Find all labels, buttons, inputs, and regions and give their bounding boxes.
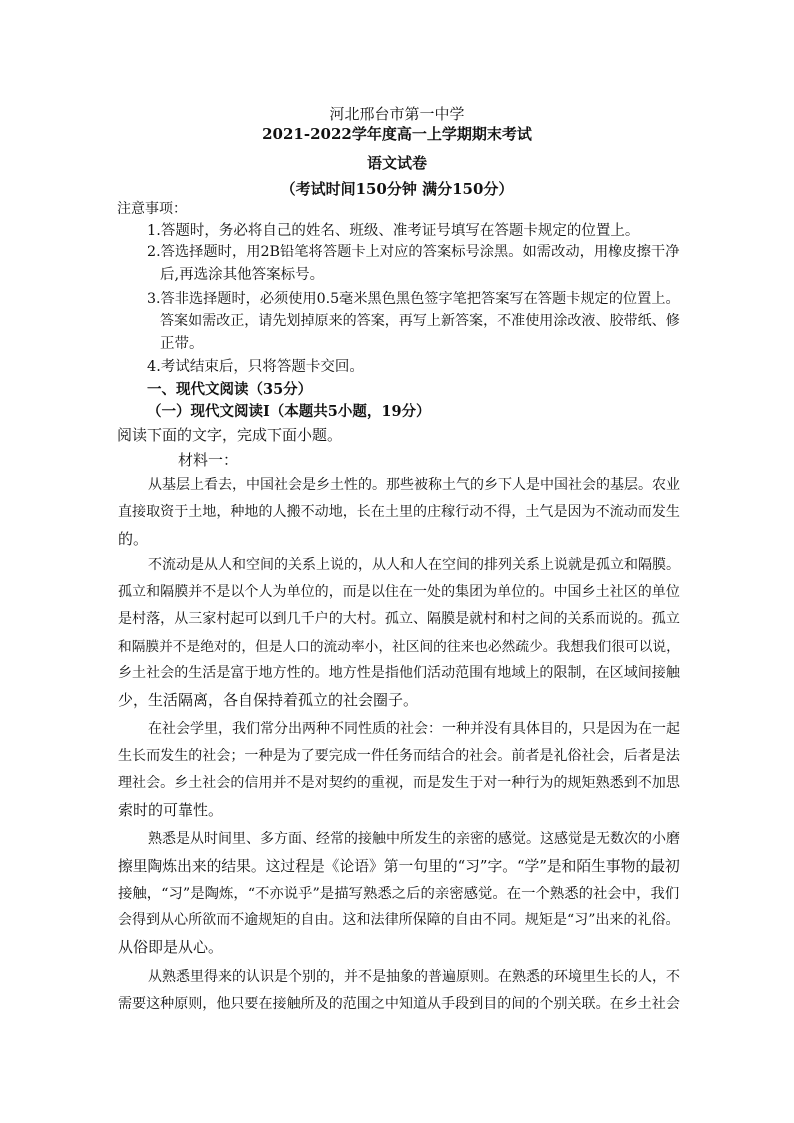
passage-line: 从基层上看去，中国社会是乡土性的。那些被称土气的乡下人是中国社会的基层。农业 bbox=[148, 477, 680, 493]
passage-line: 和隔膜并不是绝对的，但是人口的流动率小，社区间的往来也必然疏少。我想我们很可以说， bbox=[118, 639, 680, 655]
notice-item-3-cont: 答案如需改正，请先划掉原来的答案，再写上新答案，不准使用涂改液、胶带纸、修 bbox=[160, 313, 680, 329]
material-label: 材料一： bbox=[178, 451, 239, 469]
section-title: 一、现代文阅读（35分） bbox=[147, 381, 313, 398]
passage-line: 的。 bbox=[118, 530, 149, 548]
notice-item-3: 3.答非选择题时，必须使用0.5毫米黑色黑色签字笔把答案写在答题卡规定的位置上。 bbox=[147, 291, 680, 307]
time-info: （考试时间150分钟 满分150分） bbox=[280, 180, 514, 198]
passage-line: 少，生活隔离，各自保持着孤立的社会圈子。 bbox=[118, 691, 419, 709]
passage-line: 接触，“习”是陶炼，“不亦说乎”是描写熟悉之后的亲密感觉。在一个熟悉的社会中，我们 bbox=[118, 886, 680, 902]
passage-line: 不流动是从人和空间的关系上说的，从人和人在空间的排列关系上说就是孤立和隔膜。 bbox=[148, 557, 680, 573]
passage-line: 乡土社会的生活是富于地方性的。地方性是指他们活动范围有地域上的限制，在区域间接触 bbox=[118, 665, 680, 681]
passage-line: 直接取资于土地，种地的人搬不动地，长在土里的庄稼行动不得，土气是因为不流动而发生 bbox=[118, 504, 680, 520]
school-name: 河北邢台市第一中学 bbox=[329, 105, 465, 123]
exam-title: 2021-2022学年度高一上学期期末考试 bbox=[262, 125, 532, 143]
notice-item-4: 4.考试结束后，只将答题卡交回。 bbox=[147, 359, 364, 375]
subsection-title: （一）现代文阅读Ⅰ（本题共5小题，19分） bbox=[147, 403, 431, 420]
reading-instruction: 阅读下面的文字，完成下面小题。 bbox=[117, 426, 343, 444]
notice-item-2: 2.答选择题时，用2B铅笔将答题卡上对应的答案标号涂黑。如需改动，用橡皮擦干净 bbox=[147, 244, 680, 260]
notice-title: 注意事项： bbox=[117, 201, 187, 217]
notice-item-1: 1.答题时，务必将自己的姓名、班级、准考证号填写在答题卡规定的位置上。 bbox=[147, 223, 640, 239]
subject-title: 语文试卷 bbox=[366, 154, 427, 172]
passage-line: 在社会学里，我们常分出两种不同性质的社会：一种并没有具体目的，只是因为在一起 bbox=[148, 721, 680, 737]
passage-line: 需要这种原则，他只要在接触所及的范围之中知道从手段到目的间的个别关联。在乡土社会 bbox=[118, 996, 680, 1012]
passage-line: 会得到从心所欲而不逾规矩的自由。这和法律所保障的自由不同。规矩是“习”出来的礼俗。 bbox=[118, 912, 680, 928]
notice-item-2-cont: 后,再选涂其他答案标号。 bbox=[160, 267, 325, 283]
passage-line: 是村落，从三家村起可以到几千户的大村。孤立、隔膜是就村和村之间的关系而说的。孤立 bbox=[118, 611, 680, 627]
passage-line: 索时的可靠性。 bbox=[118, 801, 224, 819]
passage-line: 生长而发生的社会；一种是为了要完成一件任务而结合的社会。前者是礼俗社会，后者是法 bbox=[118, 748, 680, 764]
passage-line: 从熟悉里得来的认识是个别的，并不是抽象的普遍原则。在熟悉的环境里生长的人，不 bbox=[148, 969, 680, 985]
passage-line: 理社会。乡土社会的信用并不是对契约的重视，而是发生于对一种行为的规矩熟悉到不加思 bbox=[118, 775, 680, 791]
passage-line: 擦里陶炼出来的结果。这过程是《论语》第一句里的“习”字。“学”是和陌生事物的最初 bbox=[118, 858, 680, 875]
passage-line: 从俗即是从心。 bbox=[118, 938, 224, 956]
passage-line: 孤立和隔膜并不是以个人为单位的，而是以住在一处的集团为单位的。中国乡土社区的单位 bbox=[118, 584, 680, 600]
notice-item-3-cont2: 正带。 bbox=[160, 336, 204, 352]
passage-line: 熟悉是从时间里、多方面、经常的接触中所发生的亲密的感觉。这感觉是无数次的小磨 bbox=[148, 831, 680, 847]
